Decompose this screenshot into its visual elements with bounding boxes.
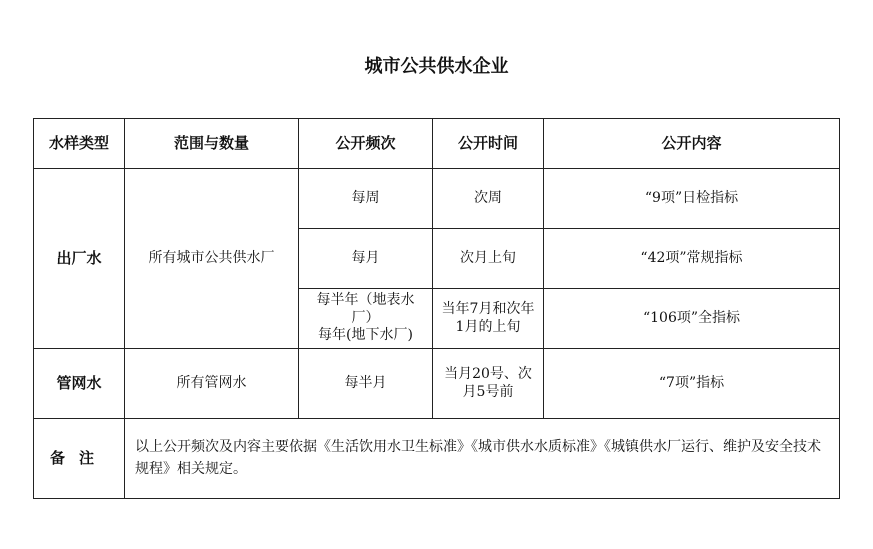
frequency-cell: 每半年（地表水厂） 每年(地下水厂) [299,289,433,349]
factory-water-scope: 所有城市公共供水厂 [125,169,299,349]
header-time: 公开时间 [433,119,544,169]
network-water-type: 管网水 [34,349,125,419]
table-row [34,169,840,229]
header-scope: 范围与数量 [125,119,299,169]
frequency-cell: 每月 [299,229,433,289]
frequency-cell: 每半月 [299,349,433,419]
content-cell: “9项”日检指标 [544,169,840,229]
time-cell: 当月20号、次月5号前 [433,349,544,419]
header-row [34,119,840,169]
note-row [34,419,840,499]
header-frequency: 公开频次 [299,119,433,169]
note-label: 备注 [34,419,125,499]
content-cell: “106项”全指标 [544,289,840,349]
time-cell: 次月上旬 [433,229,544,289]
page-title: 城市公共供水企业 [364,56,509,77]
header-sample-type: 水样类型 [34,119,125,169]
disclosure-table [33,118,840,499]
content-cell: “7项”指标 [544,349,840,419]
table-row [34,349,840,419]
note-text: 以上公开频次及内容主要依据《生活饮用水卫生标准》《城市供水水质标准》《城镇供水厂运行、维护及安全技术规程》相关规定。 [125,419,840,499]
time-cell: 当年7月和次年1月的上旬 [433,289,544,349]
header-content: 公开内容 [544,119,840,169]
content-cell: “42项”常规指标 [544,229,840,289]
time-cell: 次周 [433,169,544,229]
frequency-cell: 每周 [299,169,433,229]
factory-water-type: 出厂水 [34,169,125,349]
network-water-scope: 所有管网水 [125,349,299,419]
